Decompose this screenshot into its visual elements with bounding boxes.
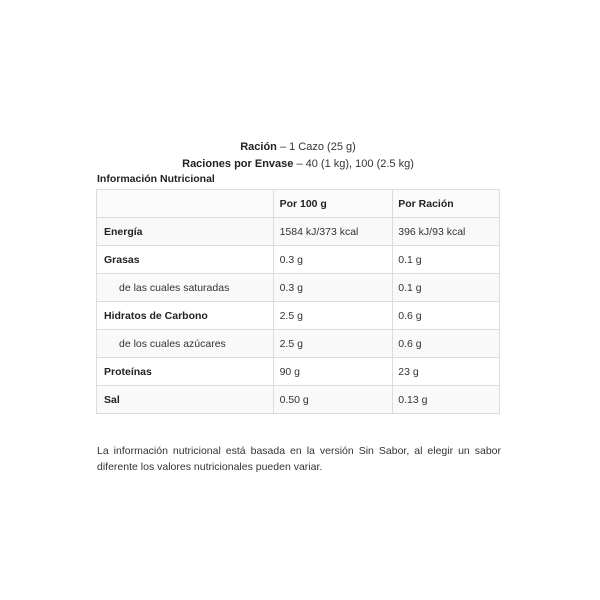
nutrient-label: Hidratos de Carbono xyxy=(97,302,274,330)
value-per-100g: 2.5 g xyxy=(273,302,393,330)
header-nutrient xyxy=(97,190,274,218)
table-row xyxy=(97,218,500,246)
servings-per-container-label: Raciones por Envase xyxy=(182,158,294,170)
table-row xyxy=(97,302,500,330)
nutrient-label: Sal xyxy=(97,386,274,414)
serving-size-label: Ración xyxy=(240,141,277,153)
header-per-serving: Por Ración xyxy=(393,190,500,218)
nutrition-footnote: La información nutricional está basada en la versión Sin Sabor, al elegir un sabor diferente los valores nutricionales pueden variar. xyxy=(97,445,501,473)
value-per-serving: 396 kJ/93 kcal xyxy=(393,218,500,246)
value-per-100g: 0.3 g xyxy=(273,274,393,302)
table-row xyxy=(97,246,500,274)
value-per-100g: 1584 kJ/373 kcal xyxy=(273,218,393,246)
value-per-serving: 0.1 g xyxy=(393,274,500,302)
table-title: Información Nutricional xyxy=(97,173,215,185)
table-row xyxy=(97,274,500,302)
serving-size-value: – 1 Cazo (25 g) xyxy=(276,141,356,153)
value-per-100g: 90 g xyxy=(273,358,393,386)
value-per-serving: 23 g xyxy=(393,358,500,386)
value-per-100g: 0.3 g xyxy=(273,246,393,274)
serving-size-line xyxy=(96,140,500,154)
servings-per-container-value: – 40 (1 kg), 100 (2.5 kg) xyxy=(293,158,414,170)
table-row xyxy=(97,386,500,414)
table-header-row xyxy=(97,190,500,218)
value-per-100g: 2.5 g xyxy=(273,330,393,358)
nutrient-label: Energía xyxy=(97,218,274,246)
nutrient-sublabel: de las cuales saturadas xyxy=(97,274,274,302)
value-per-serving: 0.13 g xyxy=(393,386,500,414)
table-row xyxy=(97,330,500,358)
servings-per-container-line xyxy=(96,157,500,171)
header-per-100g: Por 100 g xyxy=(273,190,393,218)
table-row xyxy=(97,358,500,386)
value-per-serving: 0.6 g xyxy=(393,330,500,358)
nutrition-table xyxy=(96,189,500,414)
value-per-serving: 0.1 g xyxy=(393,246,500,274)
nutrient-sublabel: de los cuales azúcares xyxy=(97,330,274,358)
value-per-100g: 0.50 g xyxy=(273,386,393,414)
nutrient-label: Proteínas xyxy=(97,358,274,386)
value-per-serving: 0.6 g xyxy=(393,302,500,330)
nutrient-label: Grasas xyxy=(97,246,274,274)
